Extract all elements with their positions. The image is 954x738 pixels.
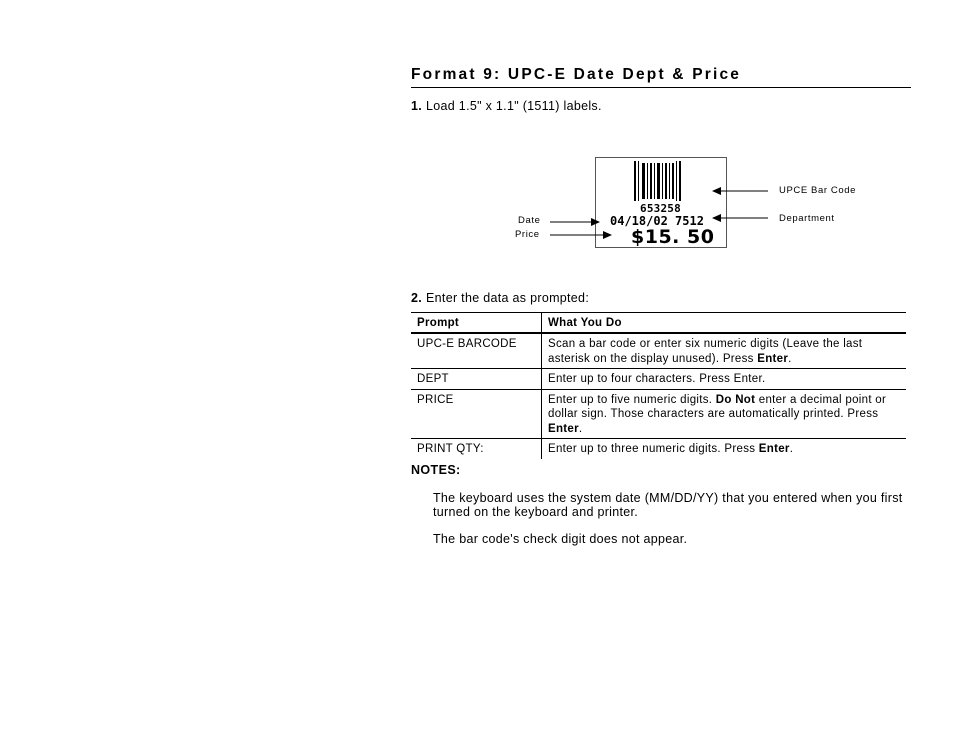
instruction-bold: Do Not [715,393,756,406]
table-row [411,389,906,439]
instruction-bold: Enter [758,443,790,455]
instruction-cell [542,369,907,390]
table-header-row [411,313,906,334]
upce-barcode-graphic [634,161,684,203]
step-2-text: Enter the data as prompted: [426,291,590,305]
table-row [411,439,906,459]
note-item: The keyboard uses the system date (MM/DD/YY) that you entered when you first turned on the keyboard and printer. [433,491,903,519]
instruction-text: Scan a bar code or enter six numeric digits (Leave the last asterisk on the display unused). Press [548,338,863,365]
instruction-cell [542,439,907,459]
page-title: Format 9: UPC-E Date Dept & Price [411,66,911,88]
step-1 [411,99,602,113]
callout-department: Department [779,213,835,224]
label-price: $15. 50 [631,226,715,248]
step-2 [411,291,589,305]
table-row [411,369,906,390]
prompt-table [411,312,906,459]
prompt-cell: PRICE [411,389,542,439]
instruction-text: . [789,443,794,455]
step-1-text: Load 1.5" x 1.1" (1511) labels. [426,99,602,113]
barcode-number: 653258 [640,202,681,215]
instruction-cell [542,389,907,439]
instruction-text: . [788,352,792,365]
instruction-text: enter a decimal point or dollar sign. Those characters are automatically printed. Press [548,393,887,420]
callout-price: Price [515,229,540,240]
callout-upce-bar-code: UPCE Bar Code [779,185,856,196]
column-header-what-you-do: What You Do [542,313,907,334]
instruction-cell [542,333,907,369]
instruction-text: Enter up to four characters. Press Enter. [548,373,766,385]
note-item: The bar code's check digit does not appear. [433,532,688,546]
instruction-bold: Enter [548,422,579,435]
instruction-text: Enter up to five numeric digits. [548,393,716,406]
instruction-text: . [578,422,583,435]
table-row [411,333,906,369]
instruction-bold: Enter [757,352,789,365]
prompt-cell: PRINT QTY: [411,439,542,459]
prompt-cell: UPC-E BARCODE [411,333,542,369]
label-date-dept: 04/18/02 7512 [610,214,704,228]
step-1-number: 1. [411,99,423,113]
step-2-number: 2. [411,291,423,305]
instruction-text: Enter up to three numeric digits. Press [548,443,759,455]
prompt-cell: DEPT [411,369,542,390]
callout-date: Date [518,215,541,226]
notes-heading: NOTES: [411,463,461,477]
column-header-prompt: Prompt [411,313,542,334]
